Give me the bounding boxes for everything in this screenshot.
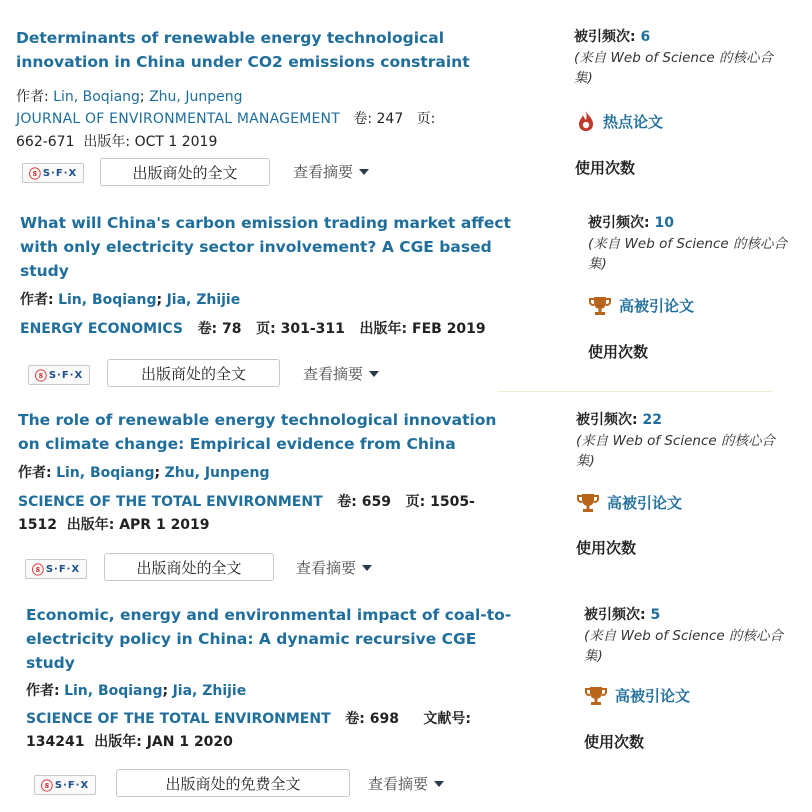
record-title-line[interactable]: study bbox=[26, 654, 75, 672]
record-title-line[interactable]: Economic, energy and environmental impact of coal-to- bbox=[26, 606, 512, 624]
trophy-icon bbox=[576, 493, 600, 513]
view-abstract-toggle[interactable] bbox=[296, 557, 372, 578]
volume-label: 卷: bbox=[353, 111, 373, 127]
cited-source-note: (来自 Web of Science 的核心合集) bbox=[574, 50, 773, 86]
author-link[interactable]: Jia, Zhijie bbox=[172, 683, 247, 699]
view-abstract-label: 查看摘要 bbox=[368, 775, 429, 793]
volume-value: 698 bbox=[369, 711, 399, 727]
journal-link[interactable]: SCIENCE OF THE TOTAL ENVIRONMENT bbox=[26, 711, 331, 727]
record-title-line[interactable]: The role of renewable energy technological innovation bbox=[18, 411, 497, 429]
sfx-label: S·F·X bbox=[54, 779, 90, 791]
published-value: FEB 2019 bbox=[412, 321, 486, 337]
times-cited-count[interactable]: 22 bbox=[642, 412, 662, 428]
published-value: JAN 1 2020 bbox=[146, 734, 233, 750]
caret-down-icon bbox=[359, 169, 369, 175]
pages-label: 页: bbox=[416, 111, 436, 127]
highly-cited-badge[interactable] bbox=[576, 492, 682, 513]
record-title[interactable] bbox=[26, 603, 556, 675]
fulltext-label: 出版商处的全文 bbox=[136, 558, 242, 577]
article-number-label: 文献号: bbox=[423, 711, 471, 727]
published-value: OCT 1 2019 bbox=[134, 134, 218, 150]
publisher-fulltext-button[interactable] bbox=[107, 359, 280, 387]
record-title-line[interactable]: innovation in China under CO2 emissions constraint bbox=[16, 53, 470, 71]
authors-line: 作者: Lin, Boqiang; Zhu, Junpeng bbox=[18, 465, 270, 481]
sfx-button[interactable]: ⓢ S·F·X bbox=[25, 559, 87, 579]
author-link[interactable]: Lin, Boqiang bbox=[64, 683, 163, 699]
caret-down-icon bbox=[434, 781, 444, 787]
badge-label: 高被引论文 bbox=[607, 494, 683, 512]
record-title-line[interactable]: on climate change: Empirical evidence from China bbox=[18, 435, 456, 453]
citation-block bbox=[584, 605, 789, 666]
view-abstract-label: 查看摘要 bbox=[303, 365, 364, 383]
pages-label: 页: bbox=[256, 321, 276, 337]
pages-value: 301-311 bbox=[280, 321, 345, 337]
authors-label: 作者: bbox=[26, 683, 60, 699]
volume-label: 卷: bbox=[345, 711, 365, 727]
flame-icon bbox=[576, 110, 596, 132]
view-abstract-toggle[interactable] bbox=[368, 773, 444, 794]
article-number-value: 134241 bbox=[26, 734, 85, 750]
times-cited-label: 被引频次: bbox=[576, 412, 638, 428]
sfx-button[interactable]: ⓢ S·F·X bbox=[34, 775, 96, 795]
times-cited-label: 被引频次: bbox=[574, 29, 636, 45]
view-abstract-toggle[interactable] bbox=[303, 363, 379, 384]
record-title[interactable] bbox=[18, 408, 538, 456]
source-info bbox=[20, 318, 560, 341]
record-title-line[interactable]: with only electricity sector involvement? A CGE based bbox=[20, 238, 492, 256]
record-title-line[interactable]: What will China's carbon emission trading market affect bbox=[20, 214, 511, 232]
volume-label: 卷: bbox=[197, 321, 218, 337]
publisher-fulltext-button[interactable] bbox=[100, 158, 270, 186]
pages-value: 1512 bbox=[18, 517, 57, 533]
published-value: APR 1 2019 bbox=[119, 517, 210, 533]
divider bbox=[498, 391, 773, 392]
sfx-button[interactable]: ⓢ S·F·X bbox=[28, 365, 90, 385]
citation-block bbox=[574, 27, 779, 88]
source-info bbox=[26, 708, 556, 754]
times-cited-label: 被引频次: bbox=[584, 607, 646, 623]
source-info bbox=[16, 108, 536, 154]
fulltext-label: 出版商处的全文 bbox=[132, 163, 238, 182]
caret-down-icon bbox=[369, 371, 379, 377]
record-title[interactable] bbox=[16, 26, 536, 74]
author-link[interactable]: Lin, Boqiang bbox=[56, 465, 155, 481]
cited-source-note: (来自 Web of Science 的核心合集) bbox=[584, 628, 783, 664]
sfx-label: S·F·X bbox=[48, 369, 84, 381]
author-link[interactable]: Lin, Boqiang bbox=[53, 89, 140, 105]
times-cited-count[interactable]: 6 bbox=[640, 29, 651, 45]
view-abstract-toggle[interactable] bbox=[293, 161, 369, 182]
authors-line: 作者: Lin, Boqiang; Zhu, Junpeng bbox=[16, 89, 243, 105]
volume-value: 247 bbox=[376, 111, 404, 127]
volume-value: 659 bbox=[361, 494, 391, 510]
badge-label: 高被引论文 bbox=[619, 297, 695, 315]
fulltext-label: 出版商处的免费全文 bbox=[165, 774, 301, 793]
publisher-fulltext-button[interactable] bbox=[104, 553, 274, 581]
pages-value: 662-671 bbox=[16, 134, 75, 150]
times-cited-count[interactable]: 5 bbox=[650, 607, 661, 623]
author-link[interactable]: Zhu, Junpeng bbox=[164, 465, 270, 481]
usage-count-label: 使用次数 bbox=[588, 343, 649, 361]
cited-source-note: (来自 Web of Science 的核心合集) bbox=[576, 433, 775, 469]
usage-count-label: 使用次数 bbox=[576, 539, 637, 557]
trophy-icon bbox=[584, 686, 608, 706]
view-abstract-label: 查看摘要 bbox=[293, 163, 354, 181]
trophy-icon bbox=[588, 296, 612, 316]
volume-label: 卷: bbox=[337, 494, 357, 510]
published-label: 出版年: bbox=[359, 321, 408, 337]
record-title[interactable] bbox=[20, 211, 550, 283]
times-cited-label: 被引频次: bbox=[588, 215, 650, 231]
caret-down-icon bbox=[362, 565, 372, 571]
authors-label: 作者: bbox=[18, 465, 52, 481]
publisher-free-fulltext-button[interactable] bbox=[116, 769, 350, 797]
times-cited-count[interactable]: 10 bbox=[654, 215, 674, 231]
source-info bbox=[18, 491, 548, 537]
published-label: 出版年: bbox=[66, 517, 115, 533]
fulltext-label: 出版商处的全文 bbox=[140, 364, 246, 383]
sfx-label: S·F·X bbox=[42, 167, 78, 179]
pages-label: 页: bbox=[405, 494, 426, 510]
hot-paper-badge[interactable] bbox=[576, 110, 663, 132]
highly-cited-badge[interactable] bbox=[588, 295, 694, 316]
view-abstract-label: 查看摘要 bbox=[296, 559, 357, 577]
author-link[interactable]: Zhu, Junpeng bbox=[149, 89, 243, 105]
authors-label: 作者: bbox=[16, 89, 49, 105]
author-link[interactable]: Lin, Boqiang bbox=[58, 292, 157, 308]
usage-count-label: 使用次数 bbox=[575, 159, 636, 177]
authors-line: 作者: Lin, Boqiang; Jia, Zhijie bbox=[20, 292, 241, 308]
citation-block bbox=[588, 213, 798, 274]
author-link[interactable]: Jia, Zhijie bbox=[166, 292, 241, 308]
record-title-line[interactable]: electricity policy in China: A dynamic recursive CGE bbox=[26, 630, 477, 648]
journal-link[interactable]: SCIENCE OF THE TOTAL ENVIRONMENT bbox=[18, 494, 323, 510]
citation-block bbox=[576, 410, 781, 471]
pages-value: 1505- bbox=[430, 494, 475, 510]
volume-value: 78 bbox=[222, 321, 242, 337]
sfx-button[interactable]: ⓢ S·F·X bbox=[22, 163, 84, 183]
journal-link[interactable]: ENERGY ECONOMICS bbox=[20, 321, 183, 337]
journal-link[interactable]: JOURNAL OF ENVIRONMENTAL MANAGEMENT bbox=[16, 111, 340, 127]
badge-label: 高被引论文 bbox=[615, 687, 691, 705]
authors-label: 作者: bbox=[20, 292, 54, 308]
sfx-label: S·F·X bbox=[45, 563, 81, 575]
usage-count-label: 使用次数 bbox=[584, 733, 645, 751]
record-title-line[interactable]: Determinants of renewable energy technological bbox=[16, 29, 445, 47]
highly-cited-badge[interactable] bbox=[584, 685, 690, 706]
record-title-line[interactable]: study bbox=[20, 262, 69, 280]
authors-line: 作者: Lin, Boqiang; Jia, Zhijie bbox=[26, 683, 247, 699]
published-label: 出版年: bbox=[94, 734, 142, 750]
published-label: 出版年: bbox=[83, 134, 131, 150]
cited-source-note: (来自 Web of Science 的核心合集) bbox=[588, 236, 787, 272]
badge-label: 热点论文 bbox=[603, 112, 664, 131]
